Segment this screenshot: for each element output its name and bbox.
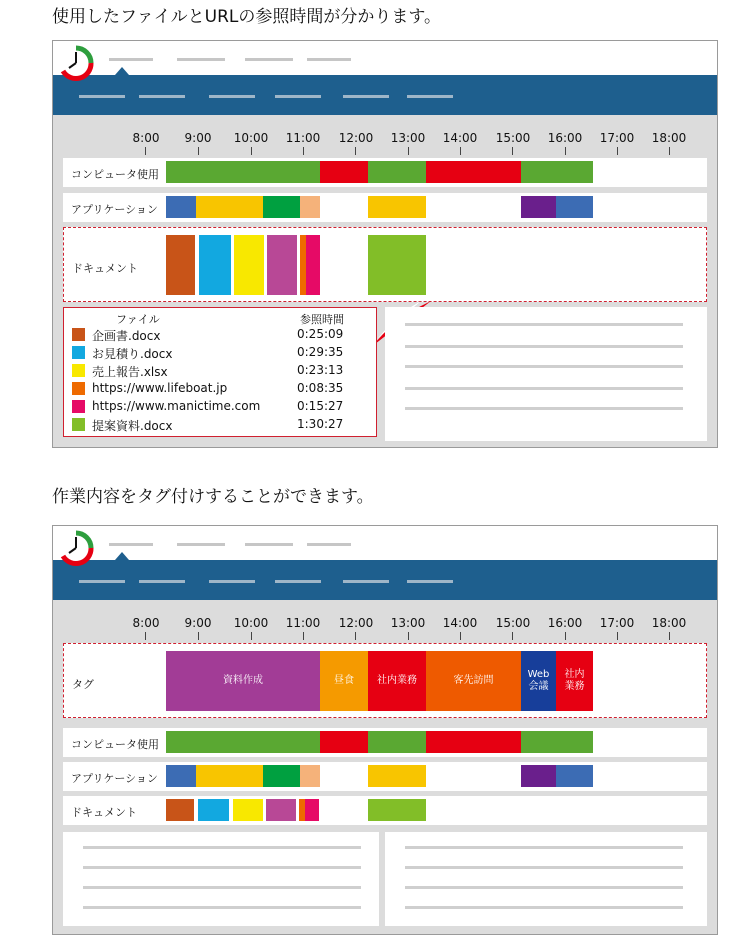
summary-panel-right: [385, 832, 707, 926]
nav-notch: [115, 552, 129, 560]
hour-label: 15:00: [495, 131, 531, 145]
tag-segment[interactable]: 社内業務: [368, 651, 426, 711]
row-label-application: アプリケーション: [71, 772, 158, 785]
file-name: お見積り.docx: [92, 347, 173, 361]
nav-notch: [115, 67, 129, 75]
hour-label: 12:00: [338, 131, 374, 145]
summary-panel-left: [63, 832, 379, 926]
hour-label: 11:00: [285, 131, 321, 145]
tag-segment[interactable]: 社内 業務: [556, 651, 593, 711]
color-swatch: [72, 328, 85, 341]
file-row[interactable]: [64, 398, 376, 415]
title-bar: [53, 41, 717, 75]
hour-label: 14:00: [442, 131, 478, 145]
nav-bar: [53, 75, 717, 115]
tag-segment[interactable]: 客先訪問: [426, 651, 521, 711]
file-row[interactable]: [64, 326, 376, 343]
manictime-logo-icon: [57, 44, 99, 86]
row-label-computer: コンピュータ使用: [71, 168, 159, 181]
file-row[interactable]: [64, 362, 376, 379]
hour-label: 10:00: [233, 131, 269, 145]
row-label-document: ドキュメント: [72, 262, 138, 275]
hour-label: 13:00: [390, 616, 426, 630]
color-swatch: [72, 418, 85, 431]
row-label-document: ドキュメント: [71, 806, 137, 819]
file-time: 0:29:35: [297, 345, 344, 359]
color-swatch: [72, 382, 85, 395]
hour-label: 12:00: [338, 616, 374, 630]
file-row[interactable]: [64, 344, 376, 361]
title-bar: [53, 526, 717, 560]
file-row[interactable]: [64, 380, 376, 397]
file-row[interactable]: [64, 416, 376, 433]
computer-usage-row[interactable]: [63, 158, 707, 187]
hour-label: 8:00: [132, 616, 160, 630]
hour-label: 17:00: [599, 616, 635, 630]
hour-label: 18:00: [651, 616, 687, 630]
hour-label: 17:00: [599, 131, 635, 145]
file-name: 企画書.docx: [92, 329, 161, 343]
document-row[interactable]: [63, 227, 707, 302]
file-header: ファイル: [116, 313, 160, 326]
hour-label: 13:00: [390, 131, 426, 145]
heading-file-url: 使用したファイルとURLの参照時間が分かります。: [52, 7, 442, 27]
file-time: 0:08:35: [297, 381, 344, 395]
hour-label: 9:00: [184, 616, 212, 630]
hour-label: 16:00: [547, 616, 583, 630]
nav-bar: [53, 560, 717, 600]
file-time: 0:15:27: [297, 399, 344, 413]
application-row[interactable]: [63, 193, 707, 222]
hour-label: 10:00: [233, 616, 269, 630]
hour-label: 9:00: [184, 131, 212, 145]
time-header: 参照時間: [300, 313, 344, 326]
row-label-tag: タグ: [72, 678, 94, 691]
row-label-application: アプリケーション: [71, 203, 158, 216]
file-name: https://www.manictime.com: [92, 399, 261, 413]
tag-segment[interactable]: 資料作成: [166, 651, 320, 711]
file-time: 0:23:13: [297, 363, 344, 377]
application-row[interactable]: [63, 762, 707, 791]
color-swatch: [72, 400, 85, 413]
manictime-logo-icon: [57, 529, 99, 571]
file-name: 売上報告.xlsx: [92, 365, 168, 379]
heading-tagging: 作業内容をタグ付けすることができます。: [52, 487, 374, 507]
tag-segment[interactable]: 昼食: [320, 651, 368, 711]
file-time: 0:25:09: [297, 327, 344, 341]
hour-label: 11:00: [285, 616, 321, 630]
detail-panel: [385, 307, 707, 441]
app-window-file-view: [52, 40, 718, 448]
document-row[interactable]: [63, 796, 707, 825]
computer-usage-row[interactable]: [63, 728, 707, 757]
file-name: https://www.lifeboat.jp: [92, 381, 228, 395]
hour-label: 14:00: [442, 616, 478, 630]
row-label-computer: コンピュータ使用: [71, 738, 159, 751]
hour-label: 8:00: [132, 131, 160, 145]
file-name: 提案資料.docx: [92, 419, 173, 433]
tag-segment[interactable]: Web 会議: [521, 651, 556, 711]
tag-row[interactable]: [63, 643, 707, 718]
hour-label: 18:00: [651, 131, 687, 145]
color-swatch: [72, 364, 85, 377]
hour-label: 15:00: [495, 616, 531, 630]
file-time: 1:30:27: [297, 417, 344, 431]
hour-label: 16:00: [547, 131, 583, 145]
file-list-box: [63, 307, 377, 437]
app-window-tag-view: [52, 525, 718, 935]
color-swatch: [72, 346, 85, 359]
